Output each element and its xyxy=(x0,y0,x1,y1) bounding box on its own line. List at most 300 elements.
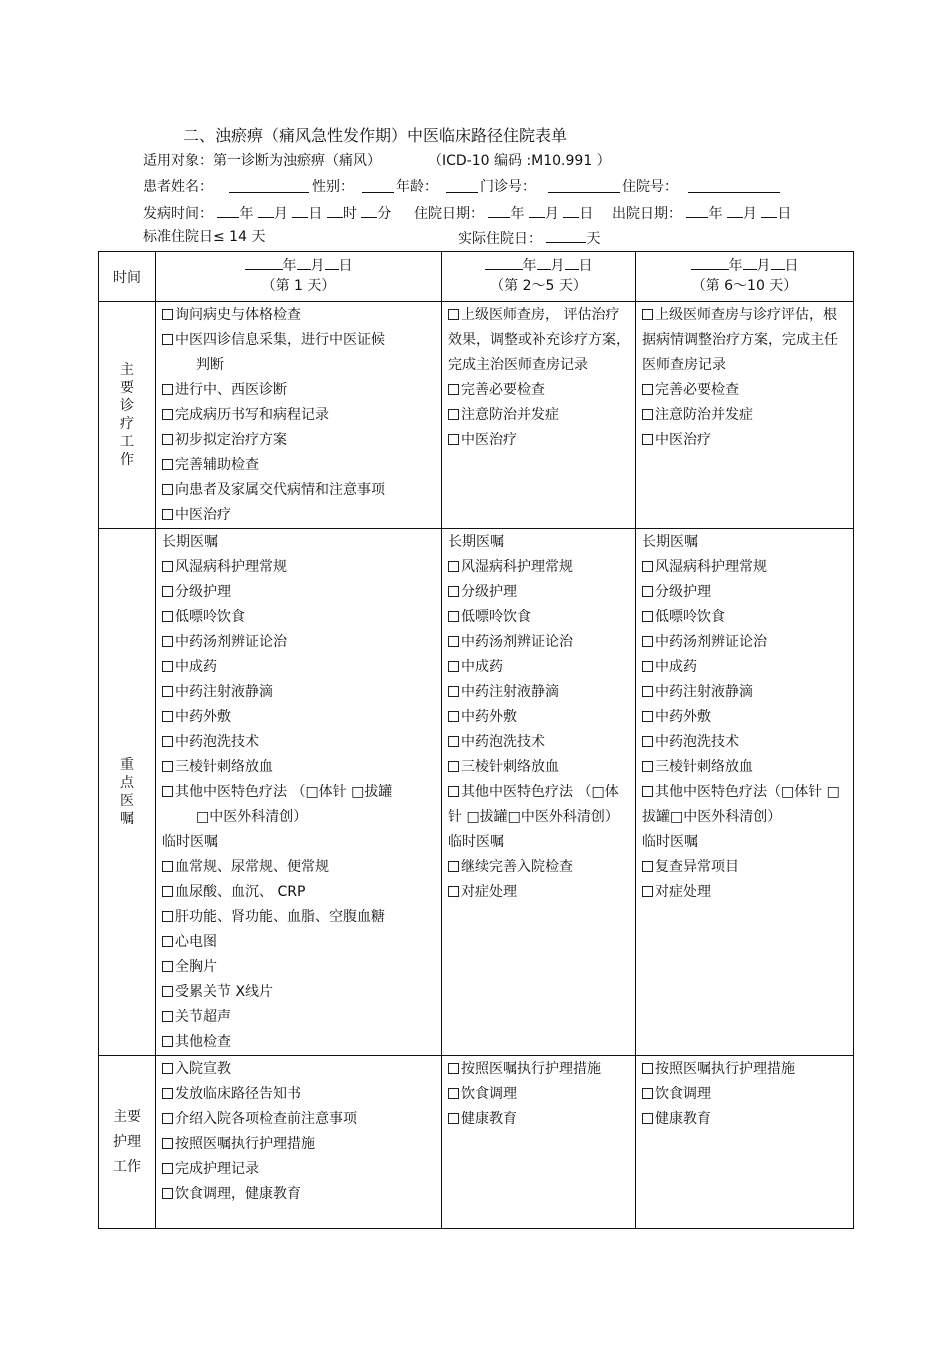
item-text: 完善必要检查 xyxy=(655,382,739,398)
item-text: 三棱针刺络放血 xyxy=(461,759,559,775)
checkbox[interactable] xyxy=(162,1188,173,1199)
cell-main-work-day1 xyxy=(156,302,442,529)
list-item xyxy=(642,880,849,905)
list-item xyxy=(642,755,849,780)
list-item xyxy=(162,730,437,755)
list-item xyxy=(448,780,631,830)
checkbox[interactable] xyxy=(162,309,173,320)
item-text: 中成药 xyxy=(175,659,217,675)
item-text: 风湿病科护理常规 xyxy=(175,559,287,575)
date-month-text: 月 xyxy=(756,258,771,274)
applicable-line xyxy=(143,152,381,170)
item-text: 发放临床路径告知书 xyxy=(175,1086,301,1102)
section-heading xyxy=(162,530,437,555)
item-text: 分级护理 xyxy=(461,584,517,600)
item-text: 中药注射液静滴 xyxy=(175,684,273,700)
list-item xyxy=(642,855,849,880)
checkbox[interactable] xyxy=(162,686,173,697)
date-year-text: 年 xyxy=(522,258,537,274)
checkbox[interactable] xyxy=(642,409,653,420)
item-text: 按照医嘱执行护理措施 xyxy=(175,1136,315,1152)
list-item xyxy=(642,780,849,830)
item-text: 继续完善入院检查 xyxy=(461,859,573,875)
item-text: 介绍入院各项检查前注意事项 xyxy=(175,1111,357,1127)
item-text: 复查异常项目 xyxy=(655,859,739,875)
item-text: 血尿酸、血沉、 CRP xyxy=(175,884,306,900)
minute-text: 分 xyxy=(377,206,392,222)
item-list xyxy=(156,302,441,528)
checkbox[interactable] xyxy=(448,861,459,872)
actual-stay-row xyxy=(458,228,600,248)
column-header xyxy=(156,252,441,296)
age-label: 年龄： xyxy=(396,179,438,195)
item-list xyxy=(156,529,441,1055)
checkbox[interactable] xyxy=(642,636,653,647)
item-list xyxy=(636,1056,853,1132)
list-item xyxy=(642,730,849,755)
list-item xyxy=(162,655,437,680)
list-item xyxy=(642,428,849,453)
item-text: 上级医师查房， 评估治疗效果，调整或补充诊疗方案，完成主治医师查房记录 xyxy=(448,307,630,373)
cell-nursing-day1 xyxy=(156,1056,442,1229)
item-text: 长期医嘱 xyxy=(162,534,218,550)
row-label-nursing-work xyxy=(99,1056,156,1229)
applicable-value: 第一诊断为浊瘀痹（痛风） xyxy=(213,153,381,169)
item-text: 饮食调理 xyxy=(655,1086,711,1102)
discharge-month-field[interactable] xyxy=(727,203,743,218)
list-item xyxy=(448,378,631,403)
checkbox[interactable] xyxy=(162,911,173,922)
checkbox[interactable] xyxy=(642,686,653,697)
checkbox[interactable] xyxy=(448,1113,459,1124)
list-item xyxy=(642,655,849,680)
checkbox[interactable] xyxy=(162,1011,173,1022)
cell-main-work-day6-10 xyxy=(636,302,854,529)
checkbox[interactable] xyxy=(162,484,173,495)
date-year-field[interactable] xyxy=(691,255,729,270)
checkbox[interactable] xyxy=(162,384,173,395)
list-item xyxy=(448,580,631,605)
checkbox[interactable] xyxy=(448,434,459,445)
checkbox[interactable] xyxy=(162,509,173,520)
checkbox[interactable] xyxy=(162,936,173,947)
icd-code: （ICD-10 编码 :M10.991 ） xyxy=(428,153,611,169)
list-item xyxy=(162,428,437,453)
date-year-text: 年 xyxy=(728,258,743,274)
date-day-text: 日 xyxy=(784,258,799,274)
item-text: 中药汤剂辨证论治 xyxy=(461,634,573,650)
day-text: 日 xyxy=(579,206,594,222)
list-item xyxy=(448,655,631,680)
item-text: 低嘌呤饮食 xyxy=(461,609,531,625)
list-item xyxy=(162,1030,437,1055)
gender-label: 性别： xyxy=(312,179,354,195)
date-line xyxy=(636,255,853,276)
admission-date-label: 住院日期： xyxy=(414,206,484,222)
checkbox[interactable] xyxy=(448,711,459,722)
pathway-table xyxy=(98,251,854,1229)
list-item xyxy=(448,705,631,730)
date-line xyxy=(156,255,441,276)
checkbox[interactable] xyxy=(642,309,653,320)
item-text: 完成护理记录 xyxy=(175,1161,259,1177)
item-text: 询问病史与体格检查 xyxy=(175,307,301,323)
date-month-text: 月 xyxy=(550,258,565,274)
date-month-text: 月 xyxy=(310,258,325,274)
month-text: 月 xyxy=(544,206,559,222)
checkbox[interactable] xyxy=(162,636,173,647)
list-item xyxy=(162,630,437,655)
checkbox[interactable] xyxy=(448,686,459,697)
date-day-field[interactable] xyxy=(325,255,339,270)
item-text: 低嘌呤饮食 xyxy=(175,609,245,625)
list-item xyxy=(642,1057,849,1082)
checkbox[interactable] xyxy=(642,1113,653,1124)
checkbox[interactable] xyxy=(162,611,173,622)
item-text: 按照医嘱执行护理措施 xyxy=(461,1061,601,1077)
list-item xyxy=(162,1132,437,1157)
hour-text: 时 xyxy=(342,206,357,222)
checkbox[interactable] xyxy=(448,636,459,647)
item-text: 中医治疗 xyxy=(175,507,231,523)
item-list xyxy=(156,1056,441,1207)
list-item xyxy=(448,1107,631,1132)
outpatient-label: 门诊号： xyxy=(480,179,536,195)
checkbox[interactable] xyxy=(642,561,653,572)
checkbox[interactable] xyxy=(642,661,653,672)
list-item xyxy=(162,478,437,503)
list-item xyxy=(162,378,437,403)
item-text: 完善辅助检查 xyxy=(175,457,259,473)
list-item xyxy=(448,755,631,780)
year-text: 年 xyxy=(708,206,723,222)
item-text: 对症处理 xyxy=(655,884,711,900)
checkbox[interactable] xyxy=(162,736,173,747)
list-item xyxy=(642,605,849,630)
checkbox[interactable] xyxy=(448,1063,459,1074)
row-label-text: 主要护理工作 xyxy=(113,1108,141,1175)
checkbox[interactable] xyxy=(162,861,173,872)
checkbox[interactable] xyxy=(448,586,459,597)
checkbox[interactable] xyxy=(162,334,173,345)
item-text: 中药注射液静滴 xyxy=(655,684,753,700)
checkbox[interactable] xyxy=(162,1088,173,1099)
admission-month-field[interactable] xyxy=(529,203,545,218)
age-field[interactable] xyxy=(446,178,478,193)
date-day-text: 日 xyxy=(578,258,593,274)
gender-field[interactable] xyxy=(362,178,394,193)
list-item xyxy=(162,905,437,930)
item-text: 受累关节 X线片 xyxy=(175,984,274,1000)
cell-key-orders-day2-5 xyxy=(442,529,636,1056)
day-text: 日 xyxy=(308,206,323,222)
section-heading xyxy=(642,530,849,555)
checkbox[interactable] xyxy=(448,761,459,772)
date-month-field[interactable] xyxy=(743,255,757,270)
inpatient-field[interactable] xyxy=(688,178,780,193)
item-text: 中医治疗 xyxy=(461,432,517,448)
actual-stay-field[interactable] xyxy=(546,228,586,243)
column-header xyxy=(442,252,635,296)
onset-year-field[interactable] xyxy=(217,203,239,218)
onset-time-row xyxy=(143,203,391,223)
admission-day-field[interactable] xyxy=(563,203,579,218)
period-label: （第 6～10 天） xyxy=(691,278,798,294)
list-item xyxy=(642,1082,849,1107)
list-item xyxy=(642,680,849,705)
item-text: 血常规、尿常规、便常规 xyxy=(175,859,329,875)
checkbox[interactable] xyxy=(162,409,173,420)
standard-stay: 标准住院日≤ 14 天 xyxy=(143,229,266,245)
checkbox[interactable] xyxy=(642,886,653,897)
item-text: 肝功能、肾功能、血脂、空腹血糖 xyxy=(175,909,385,925)
list-item xyxy=(162,1157,437,1182)
checkbox[interactable] xyxy=(448,786,459,797)
item-text: 风湿病科护理常规 xyxy=(461,559,573,575)
item-text: 中药泡洗技术 xyxy=(461,734,545,750)
time-label: 时间 xyxy=(99,252,156,302)
cell-nursing-day2-5 xyxy=(442,1056,636,1229)
item-text: □中医外科清创） xyxy=(196,809,308,825)
list-item xyxy=(642,1107,849,1132)
checkbox[interactable] xyxy=(448,309,459,320)
item-text: 中成药 xyxy=(461,659,503,675)
list-item xyxy=(448,428,631,453)
list-item xyxy=(162,880,437,905)
list-item xyxy=(642,303,849,378)
day-unit: 天 xyxy=(586,231,601,247)
checkbox[interactable] xyxy=(162,786,173,797)
month-text: 月 xyxy=(273,206,288,222)
item-text: 向患者及家属交代病情和注意事项 xyxy=(175,482,385,498)
item-list xyxy=(636,529,853,905)
row-key-orders xyxy=(99,529,854,1056)
item-text: 低嘌呤饮食 xyxy=(655,609,725,625)
item-text: 长期医嘱 xyxy=(642,534,698,550)
checkbox[interactable] xyxy=(448,611,459,622)
row-label-key-orders xyxy=(99,529,156,1056)
onset-hour-field[interactable] xyxy=(327,203,343,218)
item-text: 中药泡洗技术 xyxy=(655,734,739,750)
item-text: 按照医嘱执行护理措施 xyxy=(655,1061,795,1077)
item-text: 三棱针刺络放血 xyxy=(655,759,753,775)
period-label: （第 2～5 天） xyxy=(490,278,587,294)
section-heading xyxy=(448,530,631,555)
outpatient-field[interactable] xyxy=(548,178,620,193)
row-label-main-work xyxy=(99,302,156,529)
item-text: 其他中医特色疗法（□体针 □拔罐□中医外科清创） xyxy=(642,784,840,825)
patient-name-label: 患者姓名： xyxy=(143,179,213,195)
item-text: 饮食调理，健康教育 xyxy=(175,1186,301,1202)
list-item xyxy=(162,453,437,478)
list-item xyxy=(448,730,631,755)
row-main-work xyxy=(99,302,854,529)
checkbox[interactable] xyxy=(642,384,653,395)
checkbox[interactable] xyxy=(162,711,173,722)
month-text: 月 xyxy=(742,206,757,222)
checkbox[interactable] xyxy=(448,1088,459,1099)
checkbox[interactable] xyxy=(448,736,459,747)
admission-year-field[interactable] xyxy=(488,203,510,218)
cell-key-orders-day1 xyxy=(156,529,442,1056)
item-text: 中药外敷 xyxy=(655,709,711,725)
header-row xyxy=(99,252,854,302)
discharge-day-field[interactable] xyxy=(761,203,777,218)
checkbox[interactable] xyxy=(162,1138,173,1149)
item-text: 中药泡洗技术 xyxy=(175,734,259,750)
checkbox[interactable] xyxy=(642,1063,653,1074)
list-item xyxy=(162,680,437,705)
discharge-date-label: 出院日期： xyxy=(612,206,682,222)
checkbox[interactable] xyxy=(448,409,459,420)
discharge-year-field[interactable] xyxy=(686,203,708,218)
item-text: 长期医嘱 xyxy=(448,534,504,550)
checkbox[interactable] xyxy=(162,586,173,597)
checkbox[interactable] xyxy=(448,384,459,395)
item-text: 中药汤剂辨证论治 xyxy=(175,634,287,650)
item-text: 其他检查 xyxy=(175,1034,231,1050)
list-item xyxy=(162,1182,437,1207)
item-text: 中药外敷 xyxy=(461,709,517,725)
item-text: 临时医嘱 xyxy=(162,834,218,850)
item-text: 中医治疗 xyxy=(655,432,711,448)
date-year-field[interactable] xyxy=(245,255,283,270)
checkbox[interactable] xyxy=(642,611,653,622)
item-text: 分级护理 xyxy=(175,584,231,600)
checkbox[interactable] xyxy=(162,761,173,772)
item-text: 完成病历书写和病程记录 xyxy=(175,407,329,423)
col-header-3 xyxy=(636,252,854,302)
onset-minute-field[interactable] xyxy=(361,203,377,218)
list-item xyxy=(162,353,437,378)
list-item xyxy=(162,403,437,428)
date-month-field[interactable] xyxy=(297,255,311,270)
list-item xyxy=(642,378,849,403)
list-item xyxy=(642,555,849,580)
list-item xyxy=(162,755,437,780)
list-item xyxy=(162,1005,437,1030)
list-item xyxy=(448,680,631,705)
checkbox[interactable] xyxy=(642,761,653,772)
cell-main-work-day2-5 xyxy=(442,302,636,529)
onset-time-label: 发病时间： xyxy=(143,206,213,222)
patient-name-field[interactable] xyxy=(229,178,309,193)
list-item xyxy=(642,580,849,605)
date-month-field[interactable] xyxy=(537,255,551,270)
date-line xyxy=(442,255,635,276)
checkbox[interactable] xyxy=(642,786,653,797)
checkbox[interactable] xyxy=(642,434,653,445)
list-item xyxy=(162,705,437,730)
checkbox[interactable] xyxy=(448,886,459,897)
checkbox[interactable] xyxy=(448,661,459,672)
applicable-label: 适用对象： xyxy=(143,153,213,169)
list-item xyxy=(162,303,437,328)
list-item xyxy=(448,855,631,880)
list-item xyxy=(162,955,437,980)
list-item xyxy=(162,780,437,805)
checkbox[interactable] xyxy=(162,1036,173,1047)
item-text: 中医四诊信息采集，进行中医证候 xyxy=(175,332,385,348)
list-item xyxy=(162,580,437,605)
item-text: 完善必要检查 xyxy=(461,382,545,398)
checkbox[interactable] xyxy=(162,661,173,672)
list-item xyxy=(448,880,631,905)
cell-key-orders-day6-10 xyxy=(636,529,854,1056)
item-text: 健康教育 xyxy=(461,1111,517,1127)
cell-nursing-day6-10 xyxy=(636,1056,854,1229)
item-text: 三棱针刺络放血 xyxy=(175,759,273,775)
checkbox[interactable] xyxy=(642,711,653,722)
item-text: 关节超声 xyxy=(175,1009,231,1025)
row-label-text: 主要诊疗工作 xyxy=(120,362,134,468)
row-nursing-work xyxy=(99,1056,854,1229)
checkbox[interactable] xyxy=(162,459,173,470)
item-text: 分级护理 xyxy=(655,584,711,600)
checkbox[interactable] xyxy=(162,434,173,445)
form-title: 二、浊瘀痹（痛风急性发作期）中医临床路径住院表单 xyxy=(183,126,568,145)
checkbox[interactable] xyxy=(448,561,459,572)
list-item xyxy=(448,630,631,655)
list-item xyxy=(162,930,437,955)
checkbox[interactable] xyxy=(642,1088,653,1099)
item-text: 上级医师查房与诊疗评估，根据病情调整治疗方案，完成主任医师查房记录 xyxy=(642,307,838,373)
checkbox[interactable] xyxy=(162,986,173,997)
list-item xyxy=(448,555,631,580)
row-label-text: 重点医嘱 xyxy=(120,757,134,827)
checkbox[interactable] xyxy=(642,861,653,872)
onset-month-field[interactable] xyxy=(258,203,274,218)
list-item xyxy=(448,605,631,630)
date-day-text: 日 xyxy=(338,258,353,274)
day-text: 日 xyxy=(777,206,792,222)
list-item xyxy=(642,630,849,655)
checkbox[interactable] xyxy=(162,886,173,897)
checkbox[interactable] xyxy=(162,961,173,972)
section-heading xyxy=(448,830,631,855)
checkbox[interactable] xyxy=(642,736,653,747)
item-text: 判断 xyxy=(196,357,224,373)
list-item xyxy=(642,403,849,428)
item-text: 全胸片 xyxy=(175,959,217,975)
date-day-field[interactable] xyxy=(771,255,785,270)
list-item xyxy=(162,328,437,353)
item-list xyxy=(442,302,635,453)
list-item xyxy=(162,555,437,580)
list-item xyxy=(162,805,437,830)
year-text: 年 xyxy=(239,206,254,222)
onset-day-field[interactable] xyxy=(292,203,308,218)
checkbox[interactable] xyxy=(162,1113,173,1124)
discharge-date-row xyxy=(612,203,791,223)
date-day-field[interactable] xyxy=(565,255,579,270)
list-item xyxy=(448,403,631,428)
list-item xyxy=(162,1107,437,1132)
checkbox[interactable] xyxy=(162,1163,173,1174)
checkbox[interactable] xyxy=(162,561,173,572)
item-text: 饮食调理 xyxy=(461,1086,517,1102)
item-text: 注意防治并发症 xyxy=(461,407,559,423)
list-item xyxy=(448,1082,631,1107)
checkbox[interactable] xyxy=(642,586,653,597)
checkbox[interactable] xyxy=(162,1063,173,1074)
admission-date-row xyxy=(414,203,593,223)
item-text: 中药注射液静滴 xyxy=(461,684,559,700)
col-header-2 xyxy=(442,252,636,302)
list-item xyxy=(162,855,437,880)
date-year-field[interactable] xyxy=(485,255,523,270)
item-text: 健康教育 xyxy=(655,1111,711,1127)
